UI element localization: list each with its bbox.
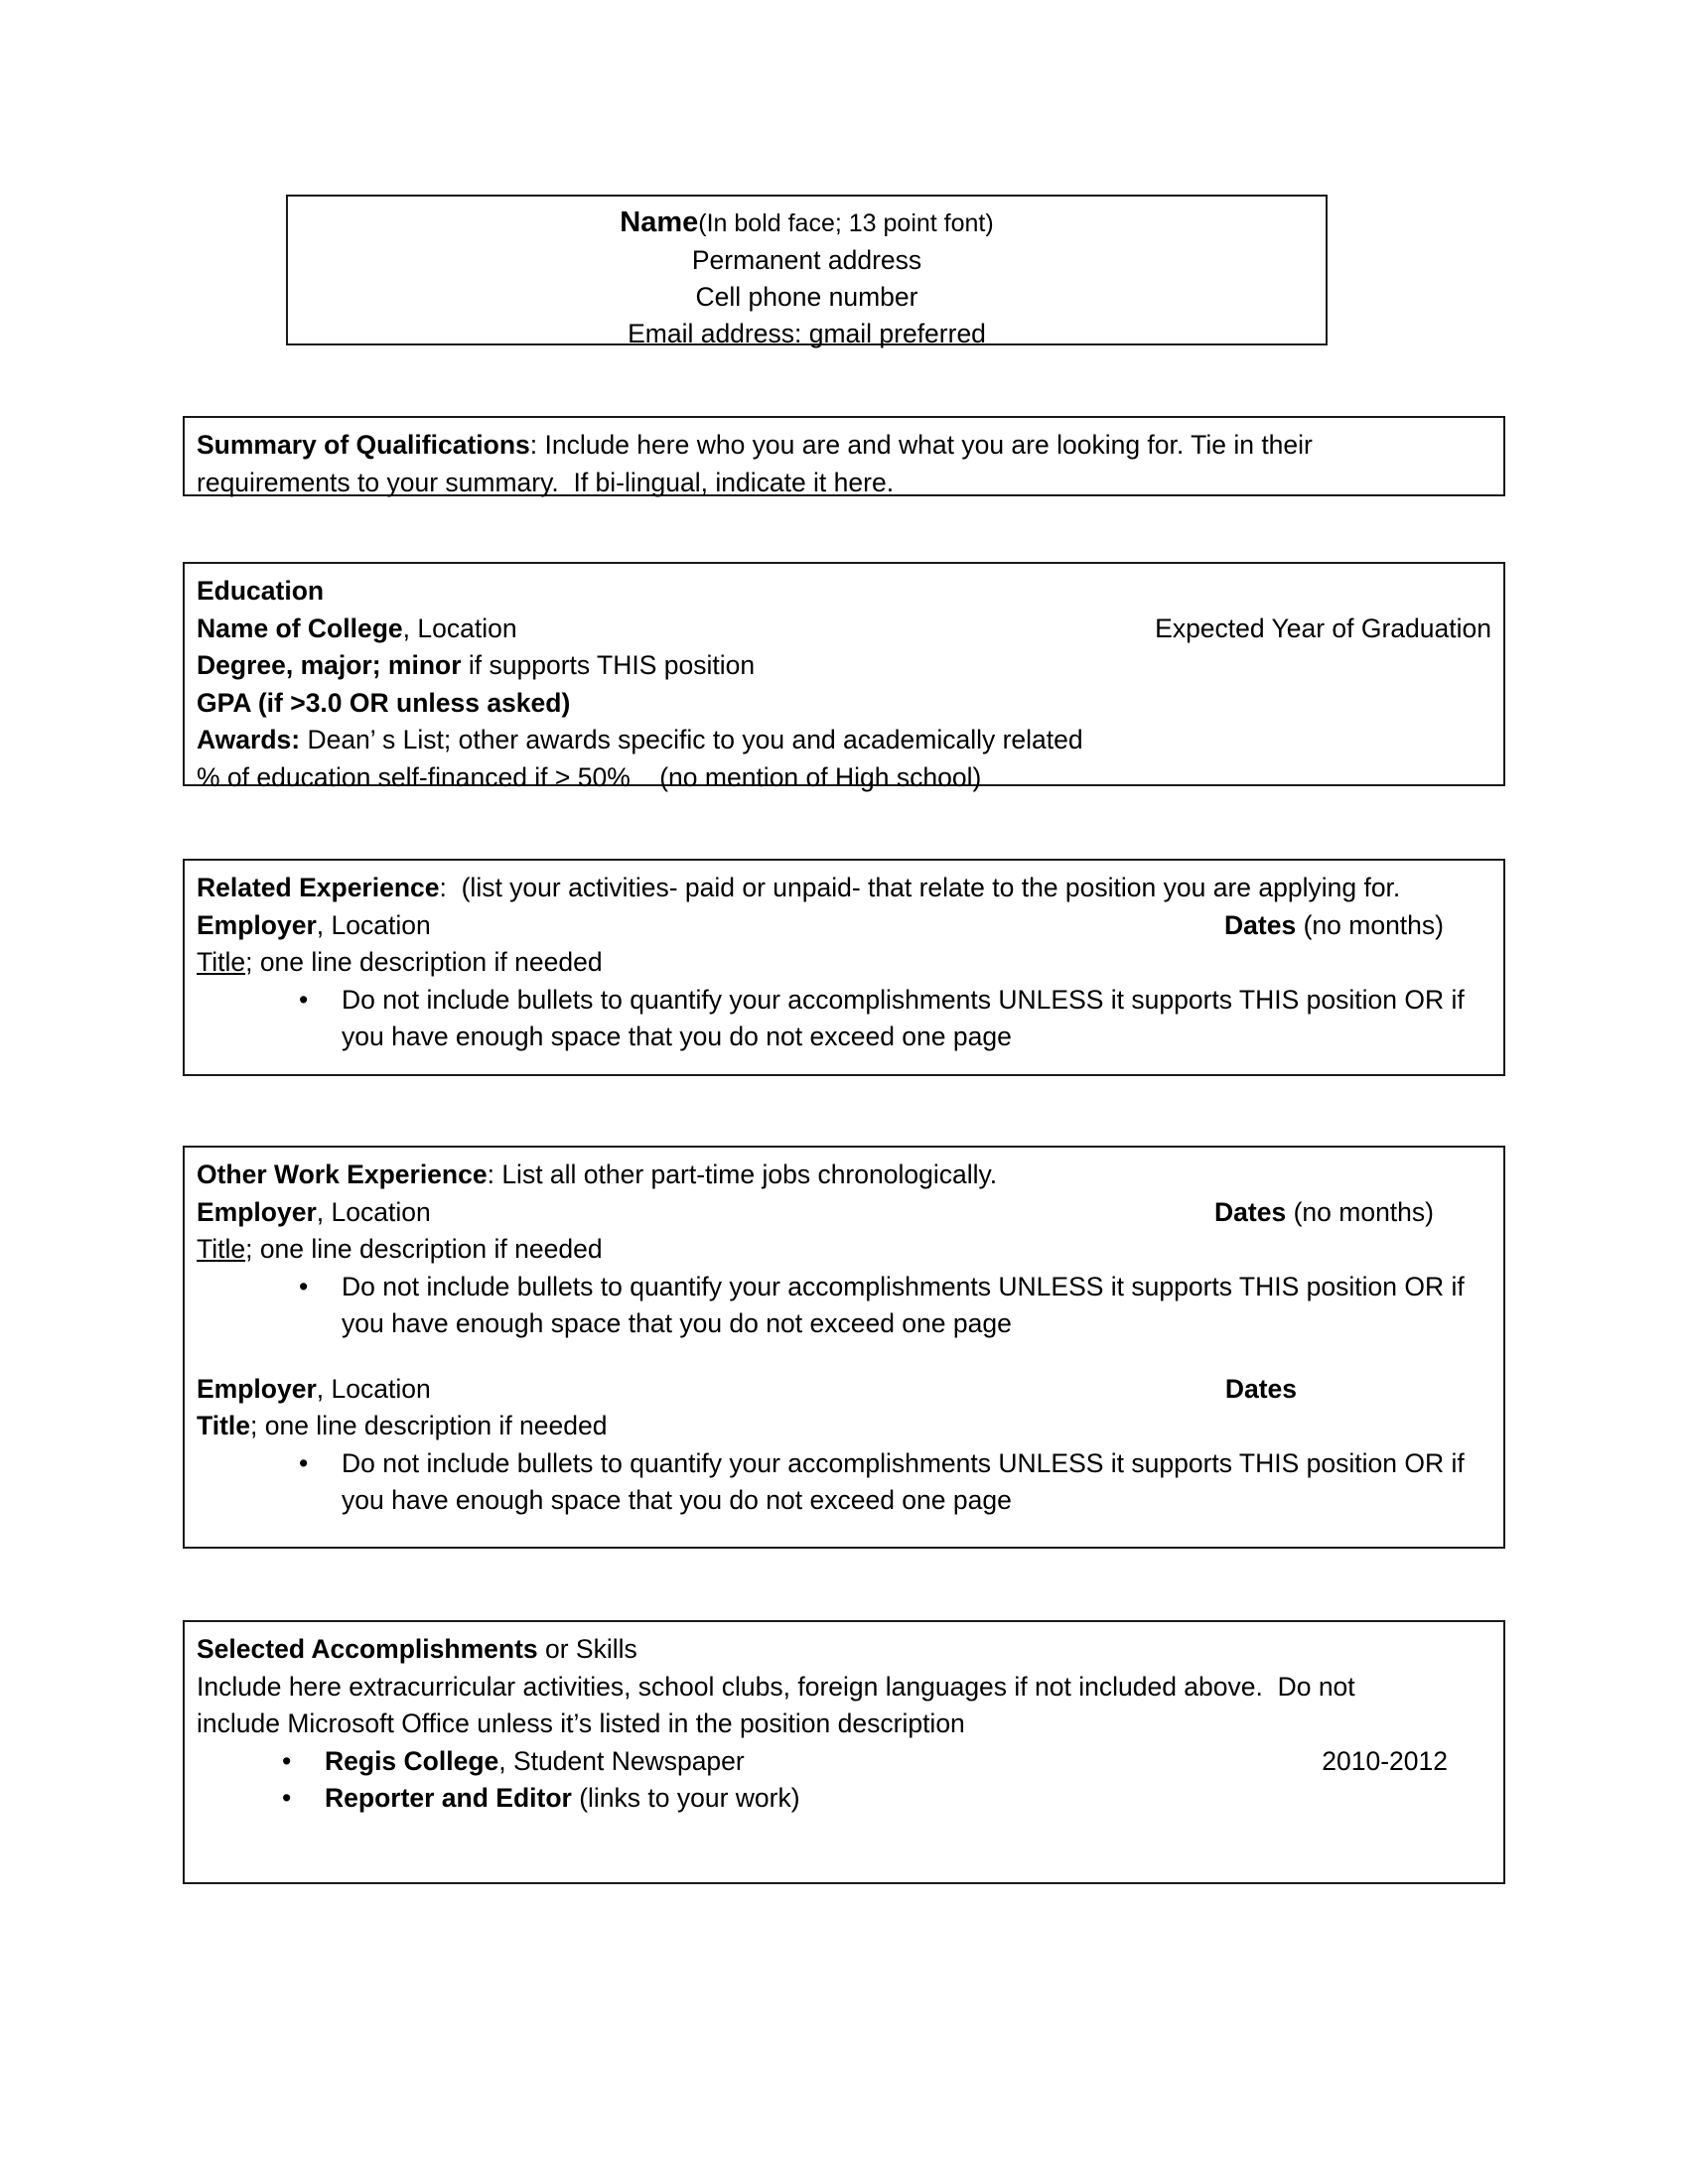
summary-heading-line	[197, 427, 1491, 465]
related-experience-dates	[1224, 907, 1491, 945]
other-work-heading-suffix: : List all other part-time jobs chronologically.	[487, 1160, 998, 1189]
summary-line-2: requirements to your summary. If bi-lingual, indicate it here.	[197, 467, 895, 497]
accomplishments-bullet1-detail: , Student Newspaper	[498, 1745, 745, 1776]
contact-phone: Cell phone number	[695, 282, 918, 312]
summary-of-qualifications-box	[183, 416, 1505, 496]
other-work-experience-box	[183, 1146, 1505, 1549]
accomplishments-heading-line	[197, 1631, 1491, 1669]
other-work-entry2-employer: Employer	[197, 1373, 317, 1404]
other-work-entry-spacer	[197, 1343, 1491, 1371]
other-work-entry1-title: Title	[197, 1234, 246, 1264]
related-experience-bullet1-line2: you have enough space that you do not exceed one page	[342, 1022, 1012, 1051]
related-experience-title-line	[197, 944, 1491, 982]
related-experience-bullet-list	[197, 982, 1491, 1056]
education-box	[183, 562, 1505, 792]
accomplishments-bullet1-org: Regis College	[325, 1745, 499, 1776]
other-work-entry2-bullet1-line2: you have enough space that you do not exceed one page	[342, 1485, 1012, 1515]
education-awards-label: Awards:	[197, 725, 301, 754]
related-experience-title: Title	[197, 947, 246, 977]
related-experience-bullet1-line1: Do not include bullets to quantify your accomplishments UNLESS it supports THIS position OR if	[342, 984, 1465, 1015]
list-item	[299, 1445, 1491, 1520]
accomplishments-bullet2-role: Reporter and Editor	[325, 1783, 572, 1813]
education-awards-detail: Dean’ s List; other awards specific to you and academically related	[300, 725, 1083, 754]
other-work-heading-line	[197, 1157, 1491, 1194]
contact-name: Name	[620, 206, 699, 238]
list-item	[282, 1743, 1491, 1781]
other-work-entry2-bullet1-line1: Do not include bullets to quantify your accomplishments UNLESS it supports THIS position OR if	[342, 1447, 1465, 1478]
education-awards-line	[197, 722, 1491, 759]
education-college-name: Name of College	[197, 613, 403, 643]
other-work-entry1-bullet1-line2: you have enough space that you do not exceed one page	[342, 1308, 1012, 1338]
other-work-entry1-dates-note: (no months)	[1286, 1196, 1434, 1227]
other-work-entry1-employer-row	[197, 1194, 1491, 1232]
other-work-entry1-title-line	[197, 1231, 1491, 1269]
related-experience-heading-line	[197, 870, 1491, 907]
related-experience-employer: Employer	[197, 909, 317, 940]
other-work-entry1-employer-left	[197, 1194, 431, 1232]
other-work-entry1-employer-location: , Location	[316, 1196, 431, 1227]
education-college-row	[197, 611, 1491, 648]
education-college-left	[197, 611, 517, 648]
other-work-entry1-bullet1-line1: Do not include bullets to quantify your accomplishments UNLESS it supports THIS position OR if	[342, 1271, 1465, 1301]
accomplishments-bullet2-detail: (links to your work)	[571, 1783, 800, 1813]
other-work-entry2-dates: Dates	[1224, 1373, 1297, 1404]
education-graduation-year: Expected Year of Graduation	[1155, 613, 1491, 643]
education-degree: Degree, major; minor	[197, 650, 462, 680]
summary-heading: Summary of Qualifications	[197, 430, 530, 460]
education-heading: Education	[197, 576, 325, 606]
accomplishments-line-3: include Microsoft Office unless it’s listed in the position description	[197, 1708, 965, 1738]
other-work-entry1-title-rest: ; one line description if needed	[245, 1234, 603, 1264]
contact-address: Permanent address	[691, 245, 922, 275]
education-self-financed: % of education self-financed if > 50% (no mention of High school)	[197, 761, 982, 792]
related-experience-box	[183, 859, 1505, 1076]
contact-email: Email address: gmail preferred	[628, 319, 986, 348]
accomplishments-heading-suffix: or Skills	[537, 1634, 637, 1664]
other-work-entry2-title-rest: ; one line description if needed	[250, 1411, 608, 1440]
summary-heading-suffix: : Include here who you are and what you are looking for. Tie in their	[529, 430, 1313, 460]
other-work-entry1-employer: Employer	[197, 1196, 317, 1227]
related-experience-employer-row	[197, 907, 1491, 945]
list-item	[299, 1269, 1491, 1343]
other-work-entry1-bullet-list	[197, 1269, 1491, 1343]
other-work-entry2-title-line	[197, 1408, 1491, 1445]
education-college-location: , Location	[402, 613, 517, 643]
related-experience-dates-label: Dates	[1224, 909, 1297, 940]
accomplishments-bullet1-row	[325, 1743, 1491, 1781]
other-work-entry2-bullet-list	[197, 1445, 1491, 1520]
related-experience-title-rest: ; one line description if needed	[245, 947, 603, 977]
related-experience-heading-suffix: : (list your activities- paid or unpaid- that relate to the position you are applying for.	[439, 873, 1401, 902]
other-work-heading: Other Work Experience	[197, 1160, 488, 1189]
contact-name-note: (In bold face; 13 point font)	[698, 209, 994, 237]
related-experience-employer-left	[197, 907, 431, 945]
other-work-entry2-employer-location: , Location	[316, 1373, 431, 1404]
accomplishments-line-2: Include here extracurricular activities, school clubs, foreign languages if not included above. Do not	[197, 1671, 1355, 1702]
list-item	[299, 982, 1491, 1056]
related-experience-employer-location: , Location	[316, 909, 431, 940]
accomplishments-bullet-list	[197, 1743, 1491, 1818]
selected-accomplishments-box	[183, 1620, 1505, 1884]
contact-header-box	[286, 195, 1328, 348]
education-degree-note: if supports THIS position	[461, 650, 756, 680]
contact-name-line	[288, 205, 1326, 242]
related-experience-dates-note: (no months)	[1296, 909, 1444, 940]
education-gpa: GPA (if >3.0 OR unless asked)	[197, 687, 571, 718]
related-experience-heading: Related Experience	[197, 873, 440, 902]
other-work-entry1-dates-label: Dates	[1214, 1196, 1287, 1227]
other-work-entry2-title: Title	[197, 1411, 250, 1440]
accomplishments-heading: Selected Accomplishments	[197, 1634, 538, 1664]
education-degree-line	[197, 647, 1491, 685]
accomplishments-bullet1-years: 2010-2012	[1322, 1745, 1448, 1776]
other-work-entry2-employer-left	[197, 1371, 431, 1409]
accomplishments-bullet1-left	[325, 1743, 745, 1781]
list-item	[282, 1780, 1491, 1818]
other-work-entry2-employer-row	[197, 1371, 1491, 1409]
other-work-entry1-dates	[1214, 1194, 1491, 1232]
